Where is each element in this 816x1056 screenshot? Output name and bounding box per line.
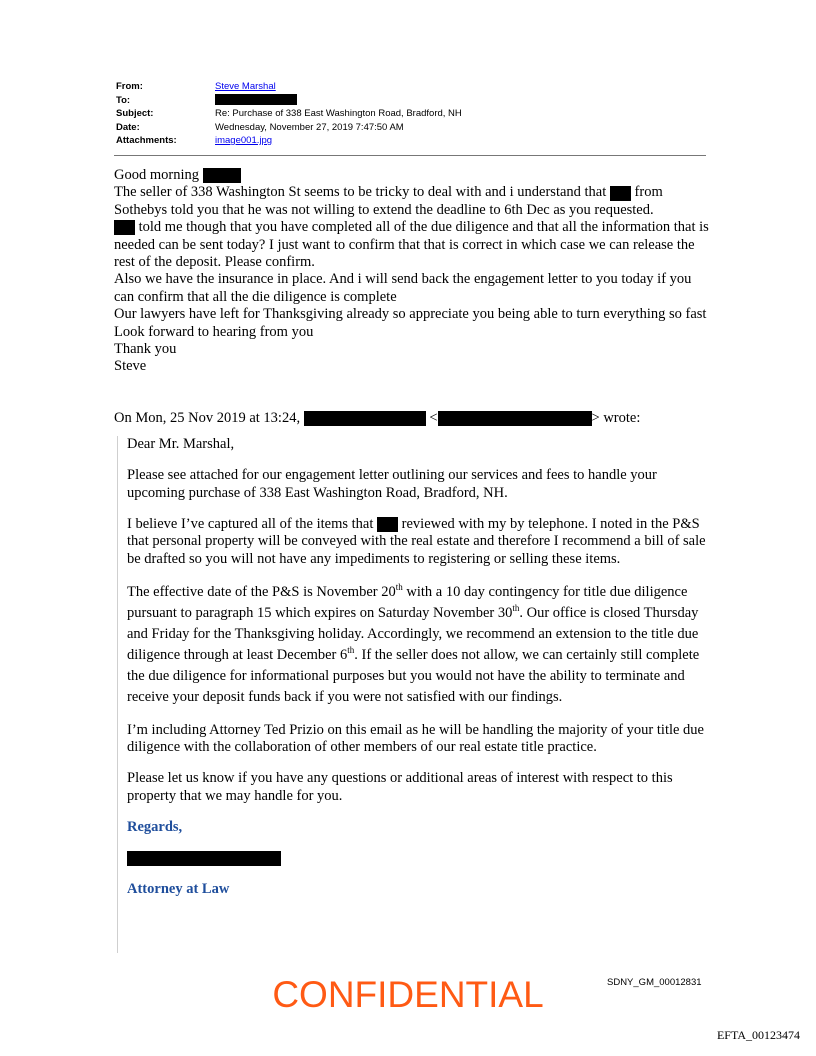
quote-attribution-prefix: On Mon, 25 Nov 2019 at 13:24, [114,410,301,426]
quoted-regards: Regards, [127,818,183,835]
reply-paragraph-2 [114,219,709,271]
quoted-paragraph-2 [127,516,712,569]
quoted-p3-a: The effective date of the P&S is November 20 [127,584,396,601]
quoted-p3-b: with a 10 day contingency for title due diligence pursuant to paragraph 15 which expires on Saturday November 30 [127,584,688,622]
reply-p1-a: The seller of 338 Washington St seems to be tricky to deal with and i understand that [114,184,607,201]
redaction-person-3 [377,517,398,532]
attachments-row [116,134,462,148]
reply-p2: told me though that you have completed all of the due diligence and that all the information that is needed can be sent today? I just want to confirm that that is correct in which case we can release the rest of the deposit. Please confirm. [114,219,709,271]
to-row [116,94,462,108]
efta-number: EFTA_00123474 [716,1028,800,1042]
from-row [116,80,462,94]
subject-value: Re: Purchase of 338 East Washington Road, Bradford, NH [215,108,462,119]
redaction-name [203,168,241,183]
header-divider [114,155,706,156]
reply-paragraph-3: Also we have the insurance in place. And i will send back the engagement letter to you today if you can confirm that all the die diligence is complete [114,271,692,305]
reply-paragraph-5: Look forward to hearing from you [114,323,314,340]
quote-lt: < [429,410,438,426]
quoted-p2-b: reviewed with my by telephone. I noted in the P&S that personal property will be conveyed with the real estate and therefore I recommend a bill of sale be drafted so you will not have any impediments to registering or selling these items. [127,515,706,567]
reply-signature: Steve [114,358,147,375]
greeting-text: Good morning [114,167,199,183]
from-link[interactable]: Steve Marshal [215,81,276,92]
quoted-signer [127,850,712,868]
reply-paragraph-1 [114,184,709,219]
sup-th-2: th [512,603,520,614]
quoted-paragraph-3 [127,582,712,708]
date-value: Wednesday, November 27, 2019 7:47:50 AM [215,121,404,133]
redaction-sender-email [438,411,592,426]
quoted-paragraph-4: I’m including Attorney Ted Prizio on this email as he will be handling the majority of your title due diligence with the collaboration of other members of our real estate title practice. [127,721,704,756]
subject-label: Subject: [116,108,154,119]
reply-paragraph-6: Thank you [114,341,177,358]
reply-body [114,167,709,376]
redaction-signer [127,851,281,866]
date-label: Date: [116,121,140,133]
from-label: From: [116,81,143,92]
bates-number: SDNY_GM_00012831 [607,977,702,988]
attachments-label: Attachments: [116,135,177,146]
quoted-p3-c: . Our office is closed Thursday and Friday for the Thanksgiving holiday. Accordingly, we recommend an extension to the title due diligence through at least December 6 [127,605,699,664]
sup-th-1: th [395,582,403,593]
reply-paragraph-4: Our lawyers have left for Thanksgiving already so appreciate you being able to turn everything so fast [114,306,707,323]
sup-th-3: th [347,645,355,656]
email-header [116,80,462,148]
to-label: To: [116,94,131,106]
subject-row [116,107,462,121]
quoted-p2-a: I believe I’ve captured all of the items that [127,515,374,532]
quoted-title: Attorney at Law [127,881,230,898]
confidential-stamp: CONFIDENTIAL [272,974,544,1015]
quote-attribution-suffix: > wrote: [591,410,641,426]
date-row [116,121,462,135]
reply-p1-b: from Sothebys told you that he was not willing to extend the deadline to 6th Dec as you requested. [114,184,663,218]
redaction-person [610,186,631,201]
redaction-person-2 [114,220,135,235]
quoted-paragraph-5: Please let us know if you have any questions or additional areas of interest with respect to this property that we may handle for you. [127,770,673,804]
quoted-message [117,436,712,953]
quote-attribution [114,410,640,427]
redaction-to [215,94,297,105]
quoted-salutation: Dear Mr. Marshal, [127,436,235,452]
quoted-p3-d: . If the seller does not allow, we can certainly still complete the due diligence for informational purposes but you would not have the ability to terminate and receive your deposit funds back if you were not satisfied with our findings. [127,647,700,706]
greeting [114,167,709,184]
attachment-link[interactable]: image001.jpg [215,135,273,146]
quoted-paragraph-1: Please see attached for our engagement letter outlining our services and fees to handle your upcoming purchase of 338 East Washington Road, Bradford, NH. [127,467,657,501]
redaction-sender-name [304,411,426,426]
